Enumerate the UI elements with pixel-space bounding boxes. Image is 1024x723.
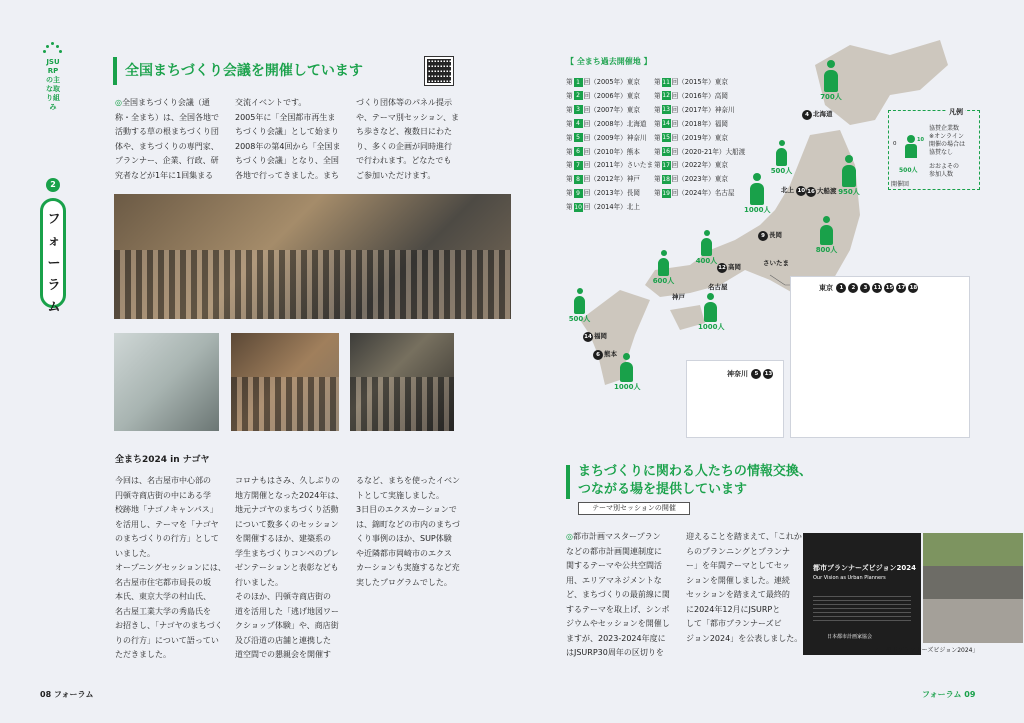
participants: 1000人 [698,323,725,331]
text-line: ジョン2024」を公表しました。 [686,633,803,643]
text-line: づくり団体等のパネル提示 [356,98,452,107]
text-line: 2005年に「全国都市再生ま [235,112,336,122]
text-line: 名古屋市住宅都市局長の坂 [115,577,211,587]
text-line: のまちづくりの行方」として [115,534,219,543]
text-line: ジウムやセッションを開催し [566,619,670,628]
text-line: るなど、まちを使ったイベン [356,476,460,485]
text-line: クショップ体験」や、商店街 [235,621,339,630]
subheading: 全まち2024 in ナゴヤ [115,455,210,465]
venue-title: 【 全まち過去開催地 】 [566,57,652,66]
text-line: ゼンテーションと表彰なども [235,563,339,572]
right-body-col-2 [686,530,803,646]
participants: 500人 [568,315,591,323]
city-hokkaido: 4 北海道 [802,109,833,120]
venue-item: 第 15 回（2019年）東京 [654,133,728,142]
city-nagoya: 名古屋 [708,283,728,291]
participants: 950人 [838,188,860,196]
text-line: ち歩きなど、複数日にわた [356,127,452,136]
text-line: 交流イベントです。 [235,98,307,107]
venue-item: 第 5 回（2009年）神奈川 [566,133,647,142]
legend [888,110,980,190]
body-col-1 [115,474,225,663]
body-col-3 [356,474,466,590]
section-pill [40,198,66,315]
legend-sponsors: 協賛企業数 ※オンライン 開催の場合は 協賛なし [929,125,966,156]
right-body-col-1 [566,530,676,661]
figure-hokkaido [818,60,844,102]
text-line: 学生まちづくりコンペのプレ [235,548,339,558]
participants: 500人 [770,167,793,175]
text-line: するテーマを取上げ、シンポ [566,604,670,614]
text-line: 本氏、東京大学の村山氏、 [115,592,211,601]
text-line: トとして実施しました。 [356,490,444,500]
street-people-photo [923,533,1023,643]
venue-item: 第 14 回（2018年）福岡 [654,119,728,128]
venue-item: 第 3 回（2007年）東京 [566,105,640,114]
city-kumamoto: 6 熊本 [593,349,617,360]
legend-bars: 10 [917,137,924,143]
intro-col-1 [115,96,225,183]
tokyo-box [790,276,970,438]
text-line: 活動する草の根まちづくり団 [115,127,219,136]
participants: 1000人 [614,383,641,391]
street-photo [350,333,454,431]
text-line: して「都市プランナーズビ [686,619,782,628]
section-name: フォーラム [47,212,61,315]
group-photo [114,194,511,319]
text-line: コロナもはさみ、久しぶりの [235,476,340,485]
legend-participants: おおよその 参加人数 [929,163,960,178]
presentation-photo [114,333,219,431]
text-line: ちづくり会議」として始まり [235,127,339,136]
venue-item: 第 11 回（2015年）東京 [654,78,728,86]
session-tag: テーマ別セッションの開催 [578,502,690,515]
intro-col-3 [356,96,466,183]
venue-item: 第 10 回（2014年）北上 [566,203,640,212]
venue-item: 第 18 回（2023年）東京 [654,175,728,184]
vision-org: 日本都市計画家協会 [827,634,873,640]
legend-title: 凡例 [949,108,963,116]
text-line: について数多くのセッション [235,519,339,529]
decorative-dots [43,40,63,54]
section-bar [566,465,570,499]
venue-item: 第 12 回（2016年）高岡 [654,91,728,100]
vision-title: 都市プランナーズビジョン2024 [813,564,916,572]
city-ofunato: 16 大船渡 [807,187,837,195]
text-line: 道を活用した「逃げ地図ワー [235,606,339,616]
text-line: 3日目のエクスカーションで [356,505,457,514]
vision-text-block [813,593,911,623]
city-saitama: さいたま [763,259,789,267]
venue-item: 第 4 回（2008年）北海道 [566,119,647,128]
text-line: らのプランニングとプランナ [686,546,790,556]
participants: 800人 [815,246,838,254]
city-kobe: 神戸 [672,293,685,301]
text-line: 道空間での懇親会を開催す [235,650,331,659]
venue-item: 第 2 回（2006年）東京 [566,91,640,100]
venue-item: 第 8 回（2012年）神戸 [566,175,640,184]
body-col-2 [235,474,345,663]
text-line: 地元ナゴヤのまちづくり活動 [235,505,339,514]
intro-col-2 [235,96,345,183]
text-line: は、錦町などの市内のまちづ [356,519,460,529]
text-line: 称・全まち）は、全国各地で [115,112,219,122]
text-line: ど、まちづくりの最前線に関 [566,590,670,599]
participants: 700人 [820,93,842,101]
tokyo-label: 東京 1 2 3 11 15 17 18 [819,284,918,292]
venue-item: 第 17 回（2022年）東京 [654,161,728,170]
series-label: JSURPの主な取り組み [46,58,60,111]
figure-kumamoto [614,353,639,392]
text-line: ー」を年間テーマとしてセッ [686,561,790,570]
text-line: り、多くの企画が同時進行 [356,141,452,151]
text-line: プランナー、企業、行政、研 [115,156,219,165]
figure-nagaoka [814,216,839,255]
title-bar [113,57,117,85]
participants: 400人 [695,257,718,265]
vision-sub: Our Vision as Urban Planners [813,575,886,581]
text-line: 地方開催となった2024年は、 [235,490,344,500]
venue-item: 第 6 回（2010年）熊本 [566,147,640,156]
city-kitakami: 北上 10 [781,186,806,194]
kanagawa-label: 神奈川 5 13 [727,370,773,378]
text-line: ご参加いただけます。 [356,170,436,180]
text-line: 及び沿道の店舗と連携した [235,635,331,645]
text-line: ただきました。 [115,650,171,659]
text-line: 用、エリアマネジメントな [566,575,662,585]
venue-item: 第 16 回（2020-21年）大船渡 [654,147,746,156]
text-line: 究者などが1年に1回集まる [115,170,214,180]
text-line: 体や、まちづくりの専門家、 [115,141,219,151]
participants: 1000人 [744,206,771,214]
text-line: はJSURP30周年の区切りを [566,648,664,657]
figure-saitama [695,230,718,266]
venue-item: 第 19 回（2024年）名古屋 [654,189,735,198]
figure-kobe [652,250,675,286]
text-line: オープニングセッションには、 [115,563,226,572]
right-footer: フォーラム 09 [922,690,976,699]
text-line: 円頓寺商店街の中にある学 [115,490,211,500]
text-line: ◎都市計画マスタープラン [566,532,661,541]
figure-nagoya [698,293,723,332]
text-line: ちづくり会議」となり、全国 [235,156,339,165]
text-line: 今回は、名古屋市中心部の [115,476,211,485]
left-footer: 08 フォーラム [40,690,94,699]
text-line: 2008年の第4回から「全国ま [235,141,341,151]
text-line: そのほか、円頓寺商店街の [235,592,331,601]
text-line: いました。 [115,548,155,558]
text-line: で行われます。どなたでも [356,156,452,165]
text-line: セッションを踏まえて最終的 [686,590,790,599]
figure-ofunato [836,155,862,197]
legend-label: 開催回 [891,181,910,188]
venue-item: 第 7 回（2011年）さいたま [566,161,654,170]
text-line: などの都市計画関連制度に [566,546,662,556]
text-line: に2024年12月にJSURPと [686,604,781,614]
page-title: 全国まちづくり会議を開催しています [125,63,363,79]
city-fukuoka: 14 福岡 [584,332,607,340]
text-line: くり事例のほか、SUP体験 [356,534,452,543]
text-line: や、テーマ別セッション、ま [356,112,460,122]
text-line: お招きし、「ナゴヤのまちづく [115,621,223,630]
text-line: 行いました。 [235,577,283,587]
series-number: 2 [46,178,60,192]
city-nagaoka: 9 長岡 [758,230,782,241]
figure-takaoka [744,173,770,215]
figure-fukuoka [568,288,591,324]
venue-item: 第 13 回（2017年）神奈川 [654,105,735,114]
text-line: 名古屋工業大学の秀島氏を [115,606,211,616]
venue-item: 第 9 回（2013年）長岡 [566,189,640,198]
city-takaoka: 12 高岡 [718,263,741,271]
text-line: ますが、2023-2024年度に [566,633,666,643]
text-line: りの行方」について語ってい [115,635,219,645]
venue-item: 第 1 回（2005年）東京 [566,78,640,86]
text-line: 迎えることを踏まえて、「これか [686,532,802,541]
text-line: を活用し、テーマを「ナゴヤ [115,519,219,529]
legend-num: 0 [893,141,897,147]
text-line: 実したプログラムでした。 [356,577,452,587]
session-photo [231,333,339,431]
figure-kitakami [770,140,793,176]
text-line: ションを開催しました。連続 [686,575,790,585]
text-line: 校跡地「ナゴノキャンパス」 [115,505,218,514]
section-tab [38,40,68,315]
text-line: 各地で行ってきました。まち [235,170,339,180]
text-line: ◎全国まちづくり会議（通 [115,98,210,107]
vision-cover [803,533,921,655]
legend-people: 500人 [899,167,918,174]
text-line: を開催するほか、建築系の [235,534,331,543]
text-line: や近隣都市岡崎市のエクス [356,548,452,558]
text-line: カーションも実施するなど充 [356,563,460,572]
text-line: 関するテーマや公共空間活 [566,561,662,570]
legend-figure [905,135,917,159]
photo-caption: ▲「都市プランナーズビジョン2024」 [875,647,979,654]
kanagawa-box [686,360,784,438]
qr-code[interactable] [424,56,454,86]
section-heading: まちづくりに関わる人たちの情報交換、 つながる場を提供しています [578,464,812,497]
participants: 600人 [652,277,675,285]
